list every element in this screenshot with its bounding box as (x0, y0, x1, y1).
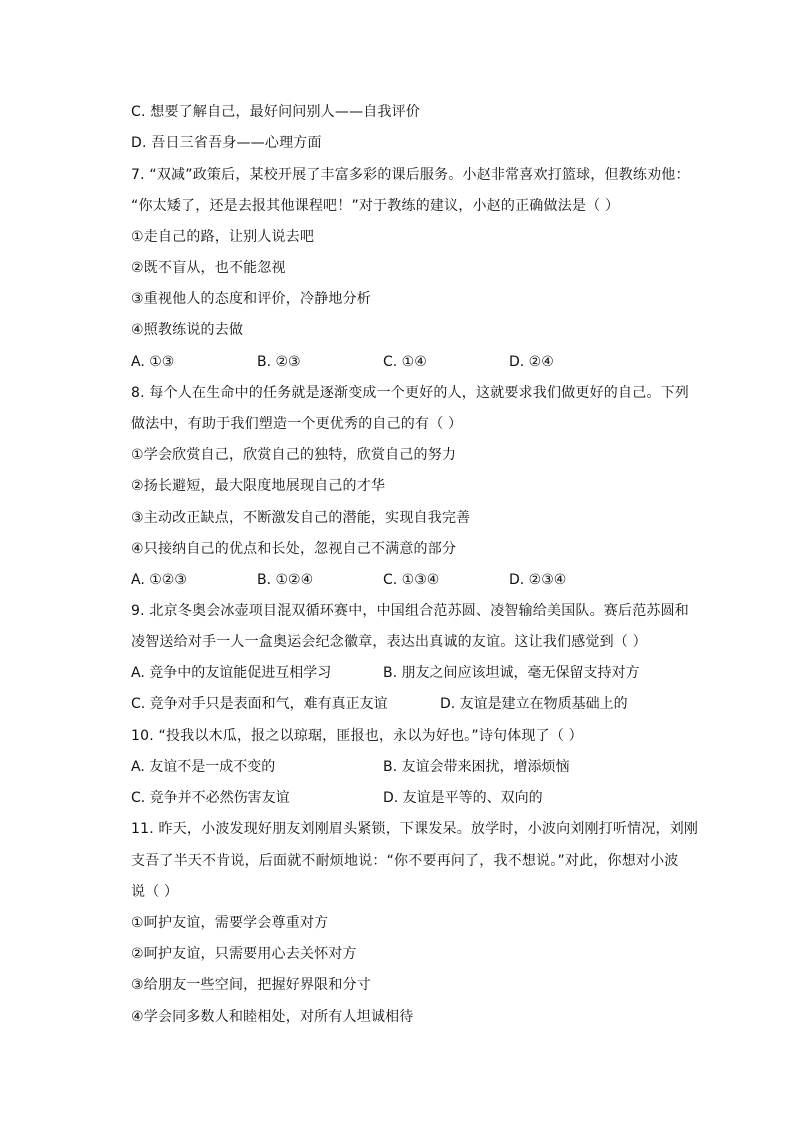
q9-option-c: C. 竞争对手只是表面和气，难有真正友谊 (131, 696, 388, 712)
q8-option-c: C. ①③④ (383, 572, 440, 588)
q9-stem-line2: 凌智送给对手一人一盒奥运会纪念徽章，表达出真诚的友谊。这让我们感觉到（ ） (131, 634, 647, 650)
q8-stem-line1: 8. 每个人在生命中的任务就是逐渐变成一个更好的人，这就要求我们做更好的自己。下列 (131, 385, 690, 401)
q11-statement-3: ③给朋友一些空间，把握好界限和分寸 (131, 977, 371, 993)
q8-option-d: D. ②③④ (509, 572, 567, 588)
q11-stem-line2: 支吾了半天不肯说，后面就不耐烦地说：“你不要再问了，我不想说。”对此，你想对小波 (131, 853, 679, 869)
q8-statement-2: ②扬长避短，最大限度地展现自己的才华 (131, 478, 386, 494)
q6-option-d: D. 吾日三省吾身——心理方面 (131, 135, 322, 151)
q11-statement-4: ④学会同多数人和睦相处，对所有人坦诚相待 (131, 1009, 414, 1025)
q8-statement-3: ③主动改正缺点，不断激发自己的潜能，实现自我完善 (131, 510, 471, 526)
q7-statement-1: ①走自己的路，让别人说去吧 (131, 229, 315, 245)
q10-option-b: B. 友谊会带来困扰，增添烦恼 (383, 759, 570, 775)
q7-stem-line2: “你太矮了，还是去报其他课程吧！”对于教练的建议，小赵的正确做法是（ ） (131, 198, 620, 214)
q9-stem-line1: 9. 北京冬奥会冰壶项目混双循环赛中，中国组合范苏圆、凌智输给美国队。赛后范苏圆和 (131, 603, 690, 619)
q8-option-b: B. ①②④ (257, 572, 314, 588)
q7-stem-line1: 7. “双减”政策后，某校开展了丰富多彩的课后服务。小赵非常喜欢打篮球，但教练劝他： (131, 167, 690, 183)
q11-stem-line1: 11. 昨天，小波发现好朋友刘刚眉头紧锁，下课发呆。放学时，小波向刘刚打听情况，刘刚 (131, 821, 699, 837)
q11-statement-1: ①呵护友谊，需要学会尊重对方 (131, 915, 329, 931)
q7-statement-3: ③重视他人的态度和评价，冷静地分析 (131, 291, 371, 307)
q9-option-d: D. 友谊是建立在物质基础上的 (440, 696, 628, 712)
q8-statement-1: ①学会欣赏自己，欣赏自己的独特，欣赏自己的努力 (131, 447, 457, 463)
q7-statement-2: ②既不盲从，也不能忽视 (131, 260, 286, 276)
q10-option-c: C. 竞争并不必然伤害友谊 (131, 790, 290, 806)
q10-option-d: D. 友谊是平等的、双向的 (383, 790, 543, 806)
q7-option-d: D. ②④ (509, 354, 554, 370)
q11-stem-line3: 说（ ） (131, 884, 179, 900)
q10-option-a: A. 友谊不是一成不变的 (131, 759, 276, 775)
q8-stem-line2: 做法中，有助于我们塑造一个更优秀的自己的有（ ） (131, 416, 463, 432)
q10-stem: 10. “投我以木瓜，报之以琼琚，匪报也，永以为好也。”诗句体现了（ ） (131, 728, 583, 744)
q11-statement-2: ②呵护友谊，只需要用心去关怀对方 (131, 946, 357, 962)
q8-statement-4: ④只接纳自己的优点和长处，忽视自己不满意的部分 (131, 541, 457, 557)
q8-option-a: A. ①②③ (131, 572, 187, 588)
q6-option-c: C. 想要了解自己，最好问问别人——自我评价 (131, 104, 421, 120)
q7-option-b: B. ②③ (257, 354, 301, 370)
q7-option-a: A. ①③ (131, 354, 175, 370)
q7-option-c: C. ①④ (383, 354, 427, 370)
q7-statement-4: ④照教练说的去做 (131, 322, 244, 338)
q9-option-a: A. 竞争中的友谊能促进互相学习 (131, 665, 332, 681)
q9-option-b: B. 朋友之间应该坦诚，毫无保留支持对方 (383, 665, 640, 681)
